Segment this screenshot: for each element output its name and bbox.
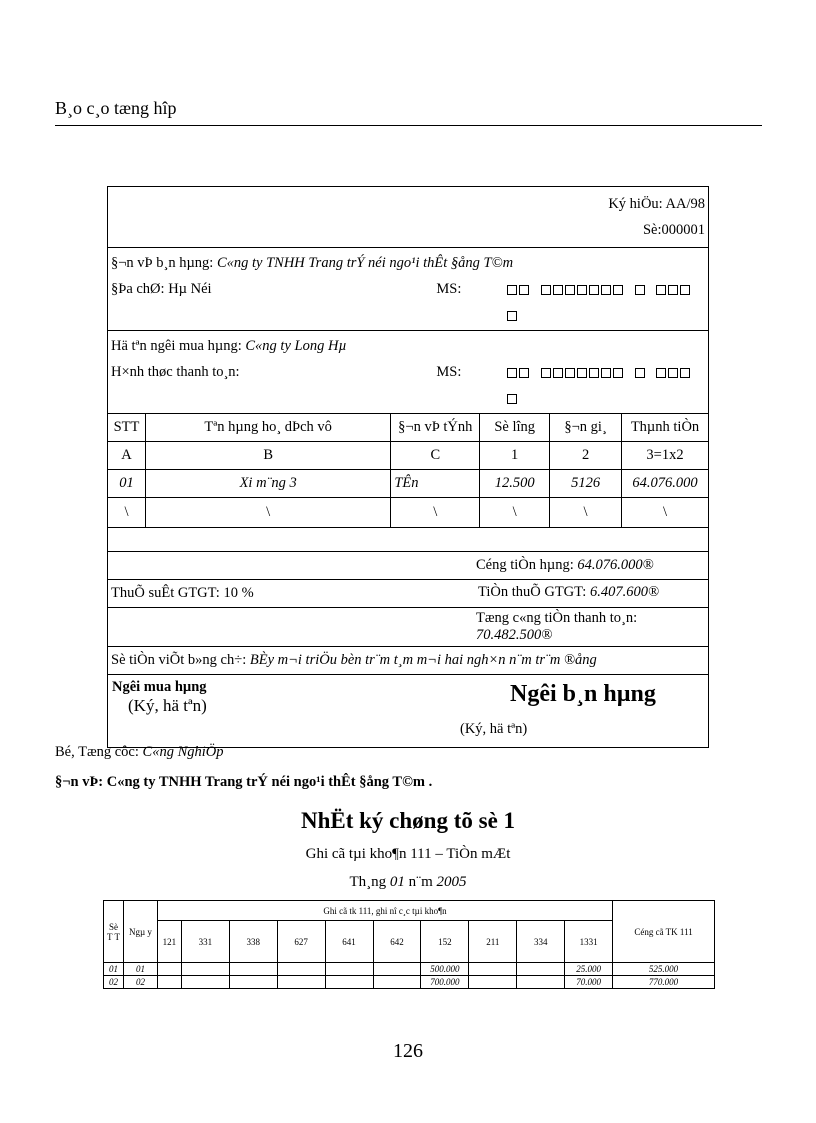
seller-row xyxy=(108,248,709,331)
col-qty: Sè lîng xyxy=(480,414,550,442)
vat-row xyxy=(108,580,709,608)
spacer-row xyxy=(108,528,709,552)
blank-mark: \ xyxy=(145,498,390,528)
blank-mark: \ xyxy=(108,498,146,528)
ministry-line xyxy=(55,744,224,761)
invoice-table xyxy=(107,186,709,748)
seller-tax-code-boxes xyxy=(507,276,705,328)
total-label: Tæng c«ng tiÒn thanh to¸n: xyxy=(476,610,638,626)
row-qty: 12.500 xyxy=(480,470,550,498)
blank-mark: \ xyxy=(622,498,709,528)
table-row xyxy=(104,963,715,976)
report-title: B¸o c¸o tæng hîp xyxy=(55,98,177,118)
row-date: 02 xyxy=(123,976,157,989)
row-1331: 70.000 xyxy=(565,976,613,989)
year-prefix: n¨m xyxy=(408,874,433,890)
words-value: BÈy m¬i triÖu bèn tr¨m t¸m m¬i hai ngh×n n¨m tr¨m ®ång xyxy=(249,652,597,668)
row-unit: TÊn xyxy=(391,470,480,498)
row-1331: 25.000 xyxy=(565,963,613,976)
code-cell: 2 xyxy=(550,442,622,470)
signature-row xyxy=(108,675,709,748)
account-header: 642 xyxy=(373,921,421,963)
subtotal-row xyxy=(108,552,709,580)
account-header: 1331 xyxy=(565,921,613,963)
account-header: 627 xyxy=(277,921,325,963)
row-152: 500.000 xyxy=(421,963,469,976)
table-row xyxy=(104,976,715,989)
address-value: Hµ Néi xyxy=(168,281,212,297)
seller-signature-title: Ngêi b¸n hµng xyxy=(510,681,656,707)
total-value: 70.482.500® xyxy=(476,627,553,643)
code-cell: B xyxy=(145,442,390,470)
code-cell: C xyxy=(391,442,480,470)
code-cell: A xyxy=(108,442,146,470)
table-row xyxy=(108,470,709,498)
column-code-row xyxy=(108,442,709,470)
column-header-row xyxy=(108,414,709,442)
page-number: 126 xyxy=(393,1040,423,1062)
row-stt: 02 xyxy=(104,976,124,989)
vat-rate: ThuÕ suÊt GTGT: 10 % xyxy=(111,585,254,601)
row-name: Xi m¨ng 3 xyxy=(145,470,390,498)
col-unit: §¬n vÞ tÝnh xyxy=(391,414,480,442)
buyer-ms-label: MS: xyxy=(436,364,462,380)
journal-col-date: Ngµ y xyxy=(123,901,157,963)
row-stt: 01 xyxy=(104,963,124,976)
subtotal-label: Céng tiÒn hµng: xyxy=(476,557,574,573)
col-amount: Thµnh tiÒn xyxy=(622,414,709,442)
buyer-value: C«ng ty Long Hµ xyxy=(245,338,347,354)
vat-label: TiÒn thuÕ GTGT: xyxy=(478,584,587,600)
address-label: §Þa chØ: xyxy=(111,281,165,297)
unit-line: §¬n vÞ: C«ng ty TNHH Trang trÝ néi ngo¹i thÊt §ång T©m . xyxy=(55,774,433,790)
invoice-symbol: Ký hiÖu: AA/98 xyxy=(608,196,705,212)
buyer-tax-code-boxes xyxy=(507,359,705,411)
row-total: 770.000 xyxy=(613,976,715,989)
total-row xyxy=(108,608,709,647)
blank-row xyxy=(108,498,709,528)
account-header: 121 xyxy=(157,921,181,963)
journal-col-total: Céng cã TK 111 xyxy=(613,901,715,963)
account-header: 152 xyxy=(421,921,469,963)
account-header: 334 xyxy=(517,921,565,963)
row-amount: 64.076.000 xyxy=(622,470,709,498)
subtotal-value: 64.076.000® xyxy=(577,557,654,573)
header-divider xyxy=(55,125,762,126)
row-price: 5126 xyxy=(550,470,622,498)
seller-ms-label: MS: xyxy=(436,281,462,297)
month-value: 01 xyxy=(389,874,405,890)
buyer-signature-title: Ngêi mua hµng xyxy=(112,679,207,695)
account-header: 211 xyxy=(469,921,517,963)
buyer-label: Hä tªn ngêi mua hµng: xyxy=(111,338,242,354)
ministry-label: Bé, Tæng côc: xyxy=(55,744,139,760)
month-prefix: Th¸ng xyxy=(349,874,387,890)
col-price: §¬n gi¸ xyxy=(550,414,622,442)
row-152: 700.000 xyxy=(421,976,469,989)
code-cell: 3=1x2 xyxy=(622,442,709,470)
year-value: 2005 xyxy=(436,874,467,890)
invoice-header-row xyxy=(108,187,709,248)
row-stt: 01 xyxy=(108,470,146,498)
col-name: Tªn hµng ho¸ dÞch vô xyxy=(145,414,390,442)
payment-label: H×nh thøc thanh to¸n: xyxy=(111,364,240,380)
journal-col-stt: Sè T T xyxy=(104,901,124,963)
buyer-row xyxy=(108,331,709,414)
seller-value: C«ng ty TNHH Trang trÝ néi ngo¹i thÊt §ång T©m xyxy=(216,255,514,271)
amount-words-row xyxy=(108,647,709,675)
journal-title: NhËt ký chøng tõ sè 1 xyxy=(300,808,516,833)
journal-subtitle: Ghi cã tµi kho¶n 111 – TiÒn mÆt xyxy=(305,846,511,862)
seller-signature-note: (Ký, hä tªn) xyxy=(460,721,528,737)
row-total: 525.000 xyxy=(613,963,715,976)
account-header: 641 xyxy=(325,921,373,963)
vat-value: 6.407.600® xyxy=(589,584,659,600)
invoice-number: Sè:000001 xyxy=(642,222,705,238)
journal-group-header: Ghi cã tk 111, ghi nî c¸c tµi kho¶n xyxy=(157,901,612,921)
blank-mark: \ xyxy=(550,498,622,528)
blank-mark: \ xyxy=(391,498,480,528)
account-header: 338 xyxy=(229,921,277,963)
buyer-signature-note: (Ký, hä tªn) xyxy=(128,696,207,715)
code-cell: 1 xyxy=(480,442,550,470)
journal-period xyxy=(0,874,816,891)
ministry-value: C«ng NghiÖp xyxy=(142,744,224,760)
col-stt: STT xyxy=(108,414,146,442)
words-label: Sè tiÒn viÕt b»ng ch÷: xyxy=(111,652,247,668)
blank-mark: \ xyxy=(480,498,550,528)
seller-label: §¬n vÞ b¸n hµng: xyxy=(111,255,214,271)
journal-table xyxy=(103,900,715,989)
row-date: 01 xyxy=(123,963,157,976)
account-header: 331 xyxy=(181,921,229,963)
